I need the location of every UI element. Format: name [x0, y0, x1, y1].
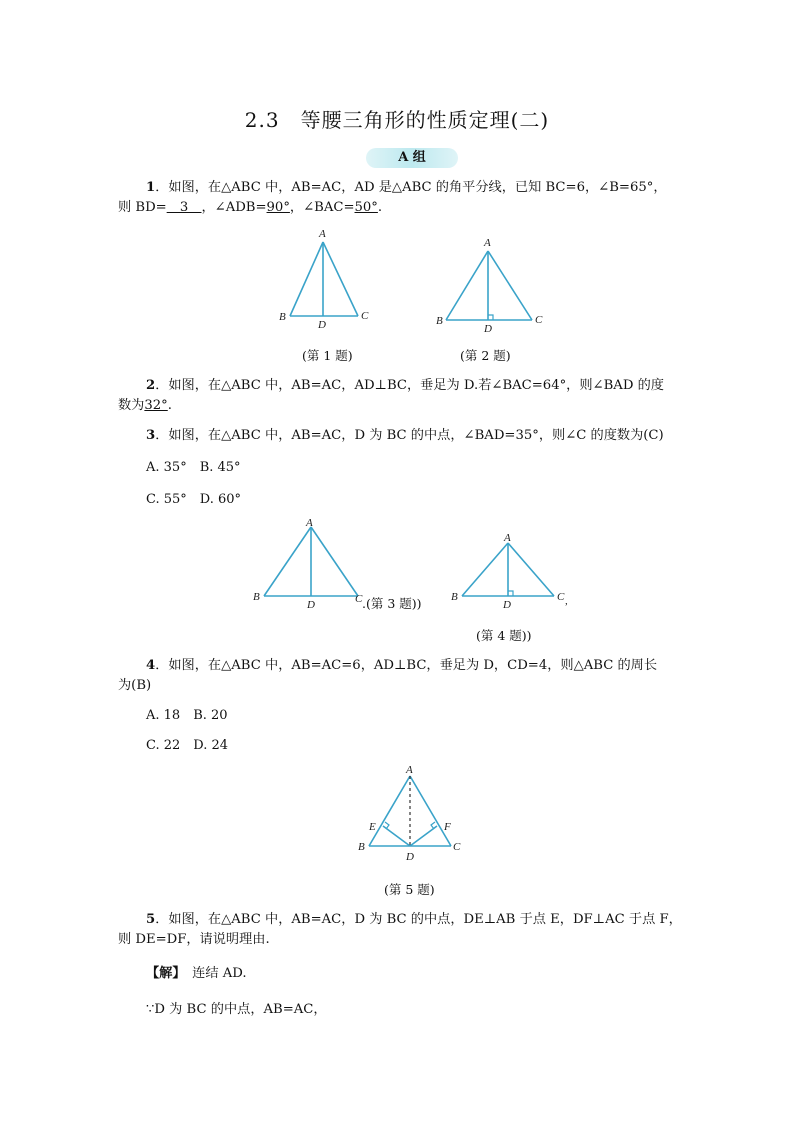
question-1-answer-bd: ＿3＿	[166, 200, 202, 215]
fig4-side-ac	[508, 543, 554, 596]
question-5-number: 5	[146, 912, 156, 927]
figure-4-caption: (第 4 题))	[476, 628, 532, 643]
fig1-label-c: C	[361, 310, 369, 322]
fig2-label-c: C	[535, 314, 543, 326]
question-1-answer-adb: 90°	[266, 200, 290, 215]
fig4-label-c: C	[557, 591, 565, 603]
question-1-number: 1	[146, 180, 156, 195]
question-2-line1: ．如图，在△ABC 中，AB=AC，AD⊥BC，垂足为 D.若∠BAC=64°，则∠BAD 的度	[155, 378, 664, 393]
fig4-side-ab	[462, 543, 508, 596]
fig1-label-b: B	[279, 311, 286, 323]
fig5-label-f: F	[444, 821, 451, 833]
figure-5-caption: (第 5 题)	[384, 882, 435, 897]
fig1-label-d: D	[318, 319, 326, 331]
fig5-label-b: B	[358, 841, 365, 853]
figure-2-caption: (第 2 题)	[460, 348, 511, 363]
fig1-side-ab	[290, 242, 323, 316]
fig3-label-a: A	[306, 517, 313, 529]
question-1-line2-end: .	[377, 200, 383, 215]
fig3-label-d: D	[307, 599, 315, 611]
question-1	[118, 178, 690, 198]
question-4-number: 4	[146, 658, 156, 673]
fig4-comma: ,	[565, 595, 568, 607]
figure-3-caption: .(第 3 题))	[362, 596, 422, 611]
question-4	[118, 656, 690, 676]
figure-5-triangle	[354, 762, 466, 866]
figure-2-triangle	[432, 234, 548, 338]
question-1-line2	[118, 198, 690, 218]
fig2-label-b: B	[436, 315, 443, 327]
fig5-label-c: C	[453, 841, 461, 853]
fig2-side-ac	[488, 251, 532, 320]
question-5-line2: 则 DE=DF，请说明理由.	[118, 932, 270, 947]
fig4-label-b: B	[451, 591, 458, 603]
fig3-side-ac	[311, 527, 358, 596]
question-3-line1: ．如图，在△ABC 中，AB=AC，D 为 BC 的中点，∠BAD=35°，则∠C 的度数为(C)	[155, 428, 664, 443]
question-2-number: 2	[146, 378, 156, 393]
question-1-line2-mid1: ，∠ADB=	[201, 200, 267, 215]
question-3-options-ab: A. 35° B. 45°	[146, 460, 241, 475]
solution-label: 【解】	[146, 966, 179, 981]
fig5-side-ab	[369, 776, 410, 846]
page-title: 2.3 等腰三角形的性质定理(二)	[244, 108, 550, 132]
question-5	[118, 910, 690, 930]
question-4-options-ab: A. 18 B. 20	[146, 708, 228, 723]
fig5-segment-df	[410, 826, 437, 846]
fig3-label-b: B	[253, 591, 260, 603]
question-1-line2-mid2: ，∠BAC=	[289, 200, 355, 215]
fig3-side-ab	[264, 527, 311, 596]
question-4-line1: ．如图，在△ABC 中，AB=AC=6，AD⊥BC，垂足为 D，CD=4，则△ABC 的周长	[155, 658, 658, 673]
fig5-label-d: D	[406, 851, 414, 863]
question-4-line2: 为(B)	[118, 678, 152, 693]
solution-text: 连结 AD.	[178, 966, 247, 981]
fig1-label-a: A	[319, 228, 326, 240]
group-label-badge: A 组	[366, 148, 458, 168]
question-5-solution	[146, 964, 718, 984]
question-5-because-line: ∵D 为 BC 的中点，AB=AC，	[146, 1002, 327, 1017]
fig4-label-d: D	[503, 599, 511, 611]
fig2-label-d: D	[484, 323, 492, 335]
figure-4-triangle	[446, 530, 576, 614]
question-1-line1: ．如图，在△ABC 中，AB=AC，AD 是△ABC 的角平分线，已知 BC=6，∠B=65°，	[155, 180, 667, 195]
question-1-line2-prefix: 则 BD=	[118, 200, 167, 215]
question-2-line2-end: .	[167, 398, 172, 413]
figure-1-caption: (第 1 题)	[302, 348, 353, 363]
fig1-side-ac	[323, 242, 358, 316]
question-1-answer-bac: 50°	[354, 200, 378, 215]
fig5-side-ac	[410, 776, 451, 846]
question-3-number: 3	[146, 428, 156, 443]
fig2-side-ab	[446, 251, 488, 320]
fig5-segment-de	[383, 826, 410, 846]
question-2-answer: 32°	[144, 398, 168, 413]
question-4-options-cd: C. 22 D. 24	[146, 738, 229, 753]
fig5-label-a: A	[406, 764, 413, 776]
question-2-line2	[118, 396, 690, 416]
question-5-line1: ．如图，在△ABC 中，AB=AC，D 为 BC 的中点，DE⊥AB 于点 E，DF⊥AC 于点 F，	[155, 912, 682, 927]
question-2	[118, 376, 690, 396]
fig5-label-e: E	[369, 821, 376, 833]
figure-3-triangle	[250, 516, 370, 612]
question-3	[118, 426, 690, 446]
figure-1-triangle	[276, 226, 376, 334]
question-3-options-cd: C. 55° D. 60°	[146, 492, 242, 507]
fig3-label-c: C	[355, 593, 363, 605]
fig4-label-a: A	[504, 532, 511, 544]
question-2-line2-prefix: 数为	[118, 398, 145, 413]
fig2-label-a: A	[484, 237, 491, 249]
